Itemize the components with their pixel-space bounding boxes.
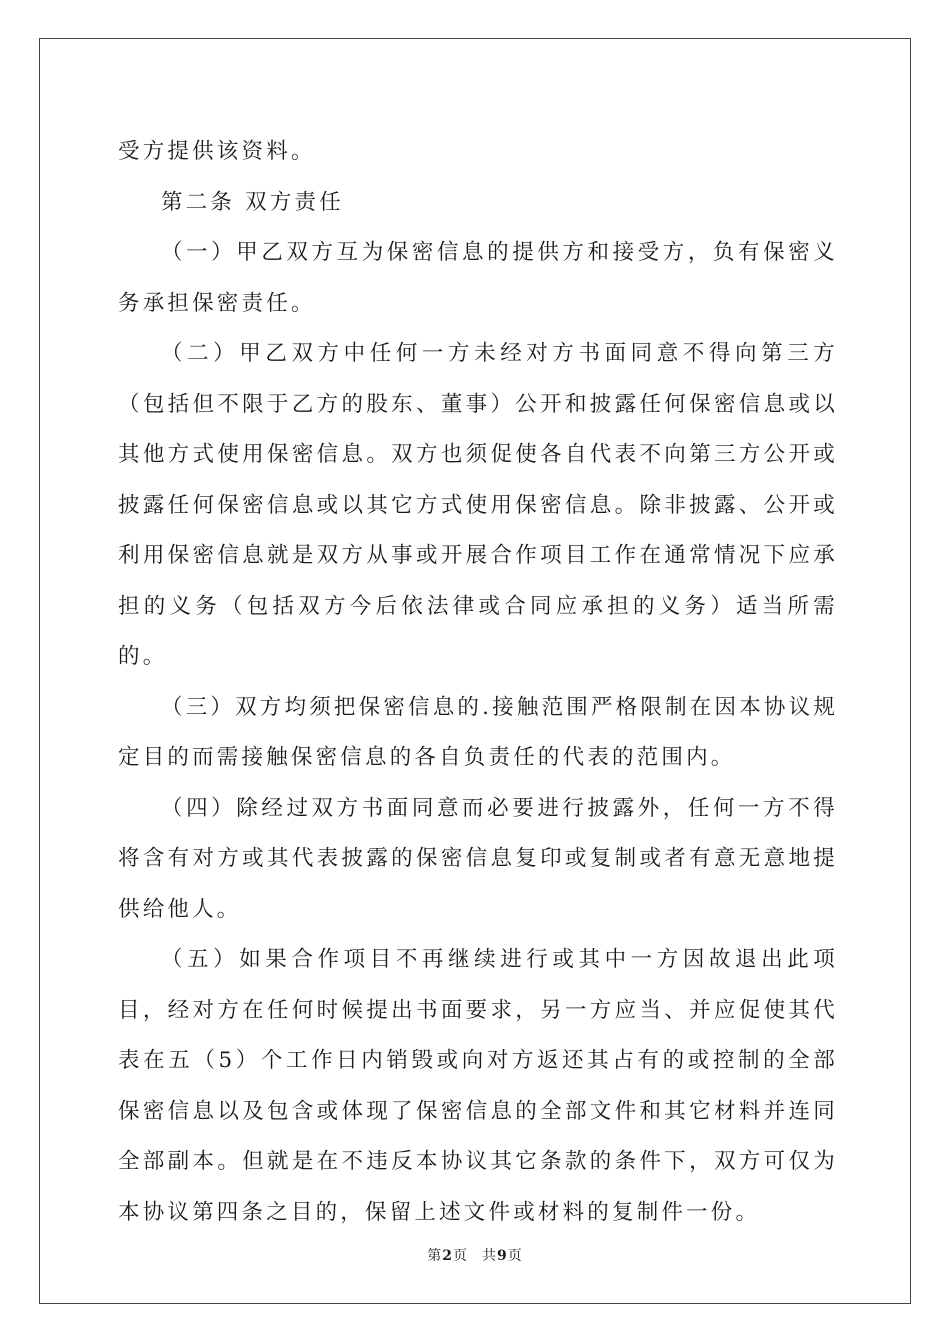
article-heading: 第二条 双方责任 xyxy=(161,189,344,215)
page-prefix: 第 xyxy=(427,1248,443,1264)
paragraph-clause-5: （五）如果合作项目不再继续进行或其中一方因故退出此项目，经对方在任何时候提出书面要求，另一方应当、并应促使其代表在五（5）个工作日内销毁或向对方返还其占有的或控制的全部保密信息以及包含或体现了保密信息的全部文件和其它材料并连同全部副本。但就是在不违反本协议其它条款的条件下，双方可仅为本协议第四条之目的，保留上述文件或材料的复制件一份。 xyxy=(118,947,838,1225)
paragraph-clause-2: （二）甲乙双方中任何一方未经对方书面同意不得向第三方（包括但不限于乙方的股东、董事）公开和披露任何保密信息或以其他方式使用保密信息。双方也须促使各自代表不向第三方公开或披露任何保密信息或以其它方式使用保密信息。除非披露、公开或利用保密信息就是双方从事或开展合作项目工作在通常情况下应承担的义务（包括双方今后依法律或合同应承担的义务）适当所需的。 xyxy=(118,341,838,669)
paragraph-clause-4: （四）除经过双方书面同意而必要进行披露外，任何一方不得将含有对方或其代表披露的保密信息复印或复制或者有意无意地提供给他人。 xyxy=(118,795,838,922)
paragraph-clause-3: （三）双方均须把保密信息的.接触范围严格限制在因本协议规定目的而需接触保密信息的各自负责任的代表的范围内。 xyxy=(118,694,838,770)
document-body xyxy=(118,127,838,1238)
page-suffix: 页 xyxy=(453,1248,468,1264)
page-number: 2 xyxy=(442,1248,453,1264)
total-suffix: 页 xyxy=(507,1248,523,1264)
page-footer xyxy=(0,1245,950,1265)
paragraph-continuation: 受方提供该资料。 xyxy=(118,139,316,164)
paragraph-clause-1: （一）甲乙双方互为保密信息的提供方和接受方，负有保密义务承担保密责任。 xyxy=(118,240,838,316)
total-prefix: 共 xyxy=(482,1248,497,1264)
total-pages: 9 xyxy=(497,1248,508,1264)
